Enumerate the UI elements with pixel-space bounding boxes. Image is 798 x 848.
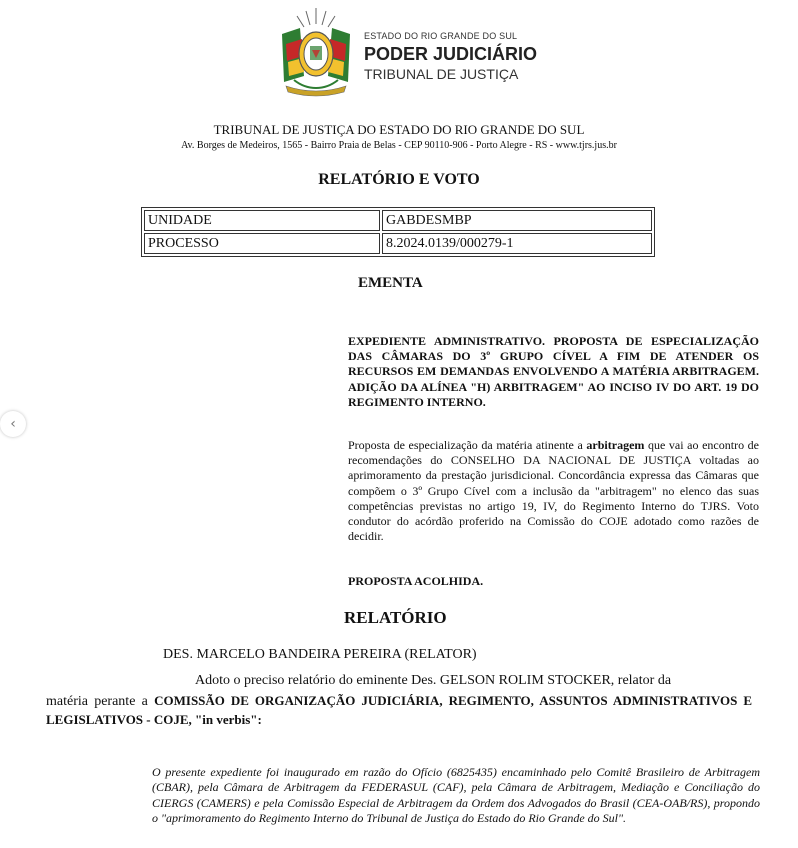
info-value-unidade: GABDESMBP	[382, 210, 652, 231]
relatorio-paragraph	[46, 692, 752, 730]
ementa-result: PROPOSTA ACOLHIDA.	[348, 574, 484, 588]
info-label-unidade: UNIDADE	[144, 210, 380, 231]
document-title: RELATÓRIO E VOTO	[318, 171, 480, 188]
court-name: TRIBUNAL DE JUSTIÇA DO ESTADO DO RIO GRANDE DO SUL	[213, 122, 585, 137]
ementa-summary: EXPEDIENTE ADMINISTRATIVO. PROPOSTA DE ESPECIALIZAÇÃO DAS CÂMARAS DO 3º GRUPO CÍVEL A FIM DE ATENDER OS RECURSOS EM DEMANDAS ENVOLVENDO A MATÉRIA ARBITRAGEM. ADIÇÃO DA ALÍNEA "H) ARBITRAGEM" AO INCISO IV DO ART. 19 DO REGIMENTO INTERNO.	[348, 334, 759, 409]
info-table	[141, 207, 655, 257]
ementa-body-rest: que vai ao encontro de recomendações do CONSELHO DA NACIONAL DE JUSTIÇA voltadas ao aprimoramento da prestação jurisdicional. Concordância expressa das Câmaras que compõem o 3º Grupo Cível com a inclusão da "arbitragem" no elenco das suas competências previstas no artigo 19, IV, do Regimento Interno do TJRS. Voto condutor do acórdão proferido na Comissão do COJE adotado como razões de decidir.	[348, 438, 759, 544]
previous-page-button[interactable]	[0, 411, 26, 437]
info-label-processo: PROCESSO	[144, 233, 380, 254]
coat-of-arms-icon	[276, 6, 356, 98]
org-state-label: ESTADO DO RIO GRANDE DO SUL	[364, 31, 518, 41]
info-value-processo: 8.2024.0139/000279-1	[382, 233, 652, 254]
table-row	[144, 210, 652, 231]
org-court-label: TRIBUNAL DE JUSTIÇA	[364, 66, 519, 82]
ementa-body-start: Proposta de especialização da matéria atinente a	[348, 438, 587, 452]
relator-name: DES. MARCELO BANDEIRA PEREIRA (RELATOR)	[163, 647, 477, 662]
quoted-report: O presente expediente foi inaugurado em razão do Ofício (6825435) encaminhado pelo Comitê Brasileiro de Arbitragem (CBAR), pela Câmara de Arbitragem da FEDERASUL (CAF), pela Câmara de Arbitragem, Mediação e Conciliação do CIERGS (CAMERS) e pela Comissão Especial de Arbitragem da Ordem dos Advogados do Brasil (CEA-OAB/RS), propondo o "aprimoramento do Regimento Interno do Tribunal de Justiça do Estado do Rio Grande do Sul".	[152, 765, 760, 826]
org-branch-label: PODER JUDICIÁRIO	[364, 44, 538, 64]
ementa-body	[348, 438, 759, 544]
court-address: Av. Borges de Medeiros, 1565 - Bairro Praia de Belas - CEP 90110-906 - Porto Alegre - RS - www.tjrs.jus.br	[181, 140, 617, 151]
ementa-body-keyword: arbitragem	[586, 438, 645, 452]
relatorio-paragraph-commission: COMISSÃO DE ORGANIZAÇÃO JUDICIÁRIA, REGIMENTO, ASSUNTOS ADMINISTRATIVOS E LEGISLATIVOS - COJE, "in verbis":	[46, 693, 752, 727]
ementa-heading: EMENTA	[358, 275, 423, 291]
table-row	[144, 233, 652, 254]
chevron-left-icon: ‹	[10, 416, 16, 432]
relatorio-paragraph-line1: Adoto o preciso relatório do eminente Des. GELSON ROLIM STOCKER, relator da	[195, 673, 672, 688]
relatorio-paragraph-start: matéria perante a	[46, 694, 155, 709]
relatorio-heading: RELATÓRIO	[344, 608, 447, 627]
